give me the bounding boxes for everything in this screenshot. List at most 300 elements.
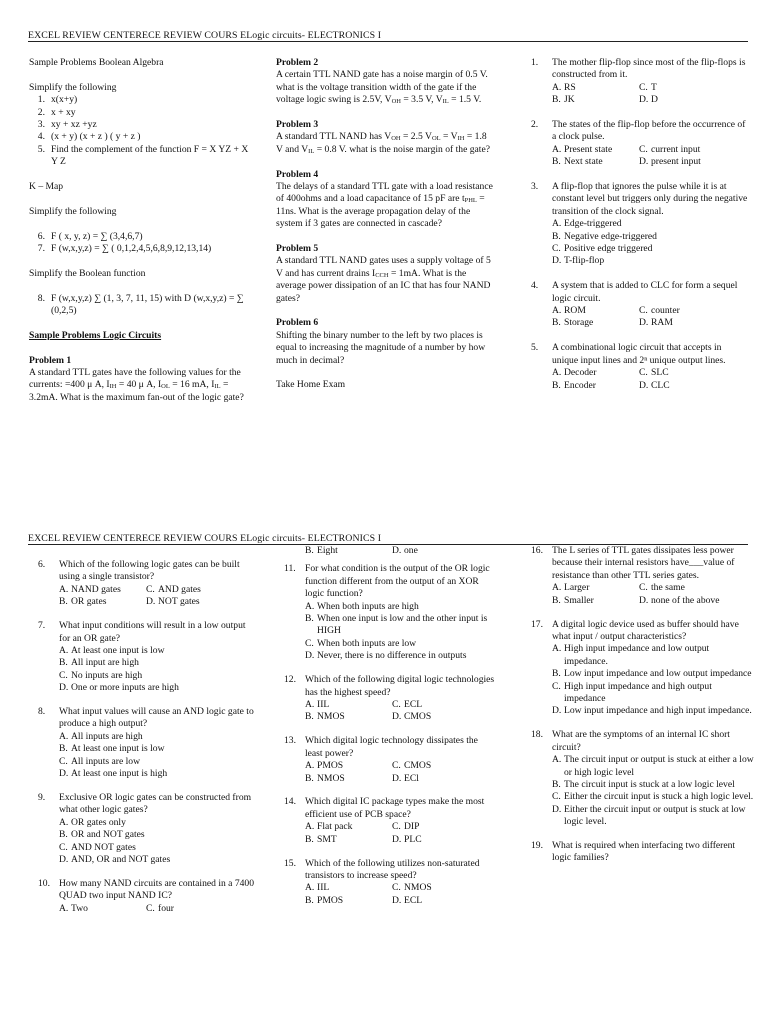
option-letter: A.	[305, 760, 315, 772]
question-stem	[284, 858, 496, 883]
option-letter: D.	[392, 545, 402, 556]
option-letter: D.	[59, 768, 69, 780]
option-letter: B.	[59, 596, 68, 608]
option-row	[531, 218, 749, 230]
option-row	[284, 834, 496, 846]
option-text: Positive edge triggered	[564, 243, 653, 255]
option-letter: A.	[59, 902, 69, 914]
boolean-list	[29, 94, 251, 168]
option-text: All input are high	[71, 657, 139, 669]
question-text: What input values will cause an AND logic gate to produce a high output?	[59, 706, 254, 730]
option-text: At least one input is high	[71, 768, 168, 780]
question-number: 10.	[38, 877, 50, 889]
question	[38, 792, 256, 866]
option-text: present input	[651, 156, 701, 168]
option-letter: B.	[552, 778, 561, 790]
option-letter: C.	[639, 367, 648, 379]
option-text: Storage	[564, 317, 594, 329]
option-row	[531, 231, 749, 243]
question-number: 3.	[531, 181, 539, 193]
question-stem	[38, 878, 256, 903]
question	[284, 858, 496, 908]
option-row	[531, 305, 749, 317]
question	[531, 119, 749, 169]
option-letter: A.	[552, 754, 562, 766]
question	[38, 620, 256, 694]
option-text: AND gates	[158, 583, 201, 595]
option-letter: D.	[552, 705, 562, 717]
question-text: The L series of TTL gates dissipates less power because their internal resistors have___value of resistance than other TTL series gates.	[552, 545, 735, 581]
option-text: When both inputs are high	[317, 600, 419, 612]
problem6-title: Problem 6	[276, 317, 319, 329]
option-letter: C.	[552, 243, 561, 255]
problem3-title: Problem 3	[276, 119, 319, 131]
list-item	[29, 231, 251, 243]
question	[38, 559, 256, 609]
option-letter: B.	[305, 711, 314, 723]
option-text: RAM	[651, 317, 673, 329]
option-text: none of the above	[651, 594, 720, 606]
option-text: NMOS	[317, 772, 345, 784]
option-letter: C.	[146, 583, 155, 595]
question-number: 17.	[531, 618, 543, 630]
question-stem	[531, 342, 749, 367]
list-item	[29, 144, 251, 169]
option-text: T	[651, 81, 657, 93]
option-letter: C.	[392, 760, 401, 772]
question-text: What is required when interfacing two different logic families?	[552, 840, 736, 864]
problem2-title: Problem 2	[276, 57, 319, 68]
question-stem	[531, 119, 749, 144]
option-text: AND, OR and NOT gates	[71, 854, 171, 866]
kmap-list	[29, 231, 251, 256]
option-text: High input impedance and high output impedance	[564, 680, 712, 704]
option-letter: D.	[392, 711, 402, 723]
option-text: one	[404, 545, 418, 556]
question	[284, 796, 496, 846]
option-letter: C.	[59, 755, 68, 767]
option-text: D	[651, 94, 658, 106]
question-text: Which digital logic technology dissipates the least power?	[305, 735, 478, 759]
option-letter: D.	[305, 650, 315, 662]
option-letter: C.	[552, 791, 561, 803]
kmap-heading: K – Map	[29, 181, 64, 193]
option-letter: C.	[392, 882, 401, 894]
option-text: Smaller	[564, 594, 594, 606]
page1-col1	[29, 57, 251, 404]
option-row	[531, 94, 749, 106]
option-text: counter	[651, 305, 680, 317]
option-text: PMOS	[317, 894, 344, 906]
option-letter: D.	[146, 596, 156, 608]
option-letter: A.	[305, 698, 315, 710]
option-text: High input impedance and low output impedance.	[564, 643, 710, 667]
simplify-heading-3: Simplify the Boolean function	[29, 267, 146, 279]
option-text: the same	[651, 582, 685, 594]
dontcare-list	[29, 293, 251, 318]
question-text: A digital logic device used as buffer should have what input / output characteristics?	[552, 618, 739, 642]
option-letter: D.	[392, 894, 402, 906]
option-letter: A.	[59, 644, 69, 656]
option-letter: B.	[305, 545, 314, 556]
option-text: Either the circuit input or output is stuck at low logic level.	[564, 803, 746, 828]
option-text: IIL	[317, 698, 330, 710]
option-text: ECL	[404, 894, 423, 906]
question-number: 14.	[284, 796, 296, 808]
option-letter: B.	[552, 317, 561, 329]
option-text: All inputs are high	[71, 730, 143, 742]
question-number: 7.	[38, 620, 46, 632]
option-text: CMOS	[404, 711, 432, 723]
question-number: 6.	[38, 559, 46, 570]
option-text: SMT	[317, 833, 337, 845]
item-text: x + xy	[51, 106, 76, 118]
page2-col2	[284, 545, 496, 907]
item-text: x(x+y)	[51, 94, 78, 106]
option-letter: D.	[59, 854, 69, 866]
option-text: current input	[651, 143, 701, 155]
list-item	[29, 107, 251, 119]
option-letter: D.	[639, 317, 649, 329]
problem6-text: Shifting the binary number to the left by two places is equal to increasing the magnitude of a number by how much in decimal?	[276, 329, 486, 366]
option-letter: A.	[305, 600, 315, 612]
option-text: Low input impedance and high input impedance.	[564, 705, 752, 717]
question-stem	[531, 57, 749, 82]
option-text: All inputs are low	[71, 755, 141, 767]
question	[531, 181, 749, 268]
logic-circuits-title: Sample Problems Logic Circuits	[29, 329, 162, 341]
option-text: Next state	[564, 156, 603, 168]
option-row	[531, 705, 755, 717]
option-text: CMOS	[404, 760, 432, 772]
option-letter: C.	[305, 637, 314, 649]
option-letter: C.	[59, 669, 68, 681]
option-letter: B.	[552, 668, 561, 680]
option-row	[38, 854, 256, 866]
option-row	[38, 596, 256, 608]
option-row	[531, 804, 755, 829]
question-number: 13.	[284, 735, 296, 747]
option-text: Either the circuit input is stuck a high logic level.	[564, 791, 754, 803]
question	[284, 735, 496, 785]
option-row	[38, 903, 256, 915]
option-text: OR gates	[71, 596, 107, 608]
option-letter: B.	[552, 94, 561, 106]
take-home-exam: Take Home Exam	[276, 379, 346, 391]
page1-col3	[531, 57, 749, 392]
option-text: OR and NOT gates	[71, 829, 145, 841]
option-text: PLC	[404, 833, 422, 845]
item-text: F (w,x,y,z) ∑ (1, 3, 7, 11, 15) with D (w,x,y,z) = ∑ (0,2,5)	[51, 292, 244, 317]
option-row	[531, 367, 749, 379]
option-text: four	[158, 902, 174, 914]
item-text: F (w,x,y,z) = ∑ ( 0,1,2,4,5,6,8,9,12,13,14)	[51, 243, 212, 255]
question-stem	[531, 729, 755, 754]
simplify-heading: Simplify the following	[29, 81, 117, 93]
option-text: When one input is low and the other input is HIGH	[317, 613, 488, 637]
option-letter: D.	[639, 594, 649, 606]
question-number: 12.	[284, 674, 296, 686]
option-letter: B.	[59, 743, 68, 755]
option-letter: C.	[59, 841, 68, 853]
option-letter: A.	[552, 643, 562, 655]
question-number: 15.	[284, 857, 296, 869]
item-number: 4.	[37, 131, 45, 143]
option-row	[531, 380, 749, 392]
page2-col3	[531, 545, 755, 865]
option-letter: C.	[552, 680, 561, 692]
option-row	[284, 601, 496, 613]
option-letter: B.	[305, 894, 314, 906]
option-row	[38, 645, 256, 657]
question	[284, 563, 496, 662]
question-stem	[531, 545, 755, 582]
option-row	[531, 681, 755, 706]
option-letter: A.	[59, 816, 69, 828]
item-number: 2.	[37, 106, 45, 118]
item-number: 8.	[37, 292, 45, 304]
question-text: A flip-flop that ignores the pulse while it is at constant level but triggers only during the negative transition of the clock signal.	[552, 181, 748, 217]
question	[531, 840, 755, 865]
problem3-text: A standard TTL NAND has $V_{OH} = 2.5$ $V_{OL} = V_{IH} = 1.8$ V and $V_{IL} = 0.8$ V. what is the noise margin of the gate?	[276, 131, 490, 155]
option-letter: B.	[552, 594, 561, 606]
option-text: NMOS	[317, 711, 345, 723]
option-letter: B.	[305, 833, 314, 845]
question-text: Which of the following digital logic technologies has the highest speed?	[305, 674, 495, 698]
option-row	[38, 682, 256, 694]
option-row	[531, 779, 755, 791]
simplify-heading-2: Simplify the following	[29, 205, 117, 217]
question-stem	[284, 796, 496, 821]
question	[38, 706, 256, 780]
question-text: Which of the following utilizes non-saturated transistors to increase speed?	[305, 857, 480, 881]
option-row	[38, 584, 256, 596]
item-text: xy + xz +yz	[51, 119, 97, 131]
option-letter: A.	[552, 367, 562, 379]
list-item	[29, 293, 251, 318]
question-stem	[531, 280, 749, 305]
option-text: JK	[564, 94, 575, 106]
option-row	[284, 821, 496, 833]
question-text: What are the symptoms of an internal IC short circuit?	[552, 729, 730, 753]
option-letter: B.	[59, 657, 68, 669]
question-text: For what condition is the output of the OR logic function different from the output of an XOR logic function?	[305, 563, 490, 600]
option-letter: D.	[639, 94, 649, 106]
option-row	[531, 317, 749, 329]
option-row	[38, 743, 256, 755]
option-text: IIL	[317, 882, 330, 894]
option-letter: D.	[59, 682, 69, 694]
question	[38, 878, 256, 915]
item-text: F ( x, y, z) = ∑ (3,4,6,7)	[51, 230, 143, 242]
question-stem	[531, 840, 755, 865]
page2-col1	[38, 559, 256, 915]
option-text: NOT gates	[158, 596, 200, 608]
option-letter: A.	[552, 305, 562, 317]
option-text: Negative edge-triggered	[564, 230, 657, 242]
option-text: Two	[71, 902, 88, 914]
option-text: RS	[564, 81, 576, 93]
question-number: 4.	[531, 280, 539, 292]
problem1-title: Problem 1	[29, 354, 72, 366]
question-stem	[38, 792, 256, 817]
option-letter: A.	[552, 218, 562, 230]
option-text: CLC	[651, 379, 670, 391]
option-text: T-flip-flop	[564, 255, 605, 267]
option-text: ECL	[404, 698, 423, 710]
option-row	[531, 255, 749, 267]
question	[531, 729, 755, 828]
option-row	[531, 582, 755, 594]
question-text: The mother flip-flop since most of the flip-flops is constructed from it.	[552, 57, 746, 81]
option-text: No inputs are high	[71, 669, 143, 681]
list-item	[29, 243, 251, 255]
option-letter: A.	[552, 143, 562, 155]
option-row	[38, 657, 256, 669]
option-text: NAND gates	[71, 583, 121, 595]
page1-header: EXCEL REVIEW CENTERECE REVIEW COURS ELogic circuits- ELECTRONICS I	[28, 30, 748, 42]
question-text: Which of the following logic gates can be built using a single transistor?	[59, 559, 240, 583]
option-text: OR gates only	[71, 816, 126, 828]
option-text: When both inputs are low	[317, 637, 417, 649]
option-letter: B.	[552, 156, 561, 168]
option-row	[284, 711, 496, 723]
option-row	[531, 643, 755, 668]
option-text: DIP	[404, 821, 420, 833]
option-text: The circuit input or output is stuck at either a low or high logic level	[564, 754, 754, 778]
question-stem	[531, 619, 755, 644]
question-stem	[531, 181, 749, 218]
option-text: SLC	[651, 367, 669, 379]
option-letter: D.	[639, 156, 649, 168]
question-text: A system that is added to CLC for form a sequel logic circuit.	[552, 280, 738, 304]
option-letter: A.	[59, 730, 69, 742]
question-number: 16.	[531, 545, 543, 556]
option-letter: C.	[639, 305, 648, 317]
boolean-title: Sample Problems Boolean Algebra	[29, 57, 164, 68]
option-letter: D.	[552, 803, 562, 815]
option-letter: D.	[552, 255, 562, 267]
option-row	[531, 754, 755, 779]
option-row	[284, 882, 496, 894]
option-row	[38, 756, 256, 768]
option-letter: B.	[552, 230, 561, 242]
question-number: 11.	[284, 563, 296, 575]
item-text: Find the complement of the function F = X YZ + X Y Z	[51, 143, 249, 168]
question	[531, 280, 749, 330]
option-text: Larger	[564, 582, 590, 594]
option-letter: C.	[146, 902, 155, 914]
list-item	[29, 94, 251, 106]
option-text: Flat pack	[317, 821, 353, 833]
question-number: 9.	[38, 792, 46, 803]
option-row	[531, 668, 755, 680]
problem5-text: A standard TTL NAND gates uses a supply voltage of 5 V and has current drains $I_{CCH} = 1mA$. What is the average power dissipation of an IC that has four NAND gates?	[276, 255, 491, 304]
question-text: Which digital IC package types make the most efficient use of PCB space?	[305, 796, 485, 820]
option-letter: B.	[59, 829, 68, 841]
question-text: A combinational logic circuit that accepts in unique input lines and 2ⁿ unique output lines.	[552, 342, 726, 366]
option-row	[284, 760, 496, 772]
option-row	[284, 650, 496, 662]
option-row	[284, 613, 496, 638]
problem5-title: Problem 5	[276, 243, 319, 255]
option-row	[38, 829, 256, 841]
question-number: 2.	[531, 119, 539, 131]
question-number: 5.	[531, 342, 539, 354]
question-text: What input conditions will result in a low output for an OR gate?	[59, 620, 246, 644]
option-text: The circuit input is stuck at a low logic level	[564, 778, 735, 790]
question	[531, 342, 749, 392]
option-text: One or more inputs are high	[71, 682, 179, 694]
question	[531, 57, 749, 107]
question-text: How many NAND circuits are contained in a 7400 QUAD two input NAND IC?	[59, 877, 255, 902]
option-row	[38, 817, 256, 829]
option-row	[531, 791, 755, 803]
option-text: Edge-triggered	[564, 218, 622, 230]
option-text: Present state	[564, 143, 613, 155]
option-row	[38, 670, 256, 682]
question-stem	[38, 559, 256, 584]
question-stem	[38, 706, 256, 731]
option-letter: D.	[392, 772, 402, 784]
option-text: PMOS	[317, 760, 344, 772]
option-text: At least one input is low	[71, 743, 165, 755]
option-row	[531, 82, 749, 94]
option-row	[531, 156, 749, 168]
question	[531, 619, 755, 718]
option-letter: C.	[392, 698, 401, 710]
problem4-text: The delays of a standard TTL gate with a load resistance of 400ohms and a load capacitance of 15 pF are $t_{PHL} = 11ns$. What is the average propagation delay of the system if 3 gates are connected in cascade?	[276, 181, 493, 230]
option-letter: C.	[639, 143, 648, 155]
option-row	[531, 144, 749, 156]
option-letter: D.	[639, 379, 649, 391]
option-letter: C.	[639, 582, 648, 594]
option-letter: B.	[552, 379, 561, 391]
option-letter: A.	[305, 821, 315, 833]
option-letter: C.	[392, 821, 401, 833]
item-number: 1.	[37, 94, 45, 106]
question	[531, 545, 755, 607]
option-text: NMOS	[404, 882, 432, 894]
option-text: ROM	[564, 305, 586, 317]
option-letter: D.	[392, 833, 402, 845]
question-stem	[284, 674, 496, 699]
option-text: Never, there is no difference in outputs	[317, 650, 467, 662]
option-row	[284, 638, 496, 650]
option-letter: B.	[305, 613, 314, 625]
option-letter: A.	[59, 583, 69, 595]
option-text: ECl	[404, 772, 419, 784]
question-stem	[284, 563, 496, 600]
option-letter: A.	[552, 582, 562, 594]
option-letter: B.	[305, 772, 314, 784]
question-text: The states of the flip-flop before the occurrence of a clock pulse.	[552, 119, 746, 143]
option-row	[284, 895, 496, 907]
question-text: Exclusive OR logic gates can be constructed from what other logic gates?	[59, 792, 252, 816]
option-letter: C.	[639, 81, 648, 93]
option-text: At least one input is low	[71, 644, 165, 656]
option-row	[284, 773, 496, 785]
option-text: AND NOT gates	[71, 841, 136, 853]
option-row	[38, 768, 256, 780]
question-number: 19.	[531, 840, 543, 852]
option-letter: A.	[305, 882, 315, 894]
option-row	[38, 842, 256, 854]
problem2-text: A certain TTL NAND gate has a noise margin of 0.5 V. what is the voltage transition width of the gate if the voltage logic swing is 2.5V, $V_{OH} = 3.5$ V, $V_{IL} = 1.5$ V.	[276, 69, 488, 106]
question-number: 1.	[531, 57, 539, 68]
option-letter: A.	[552, 81, 562, 93]
list-item	[29, 131, 251, 143]
